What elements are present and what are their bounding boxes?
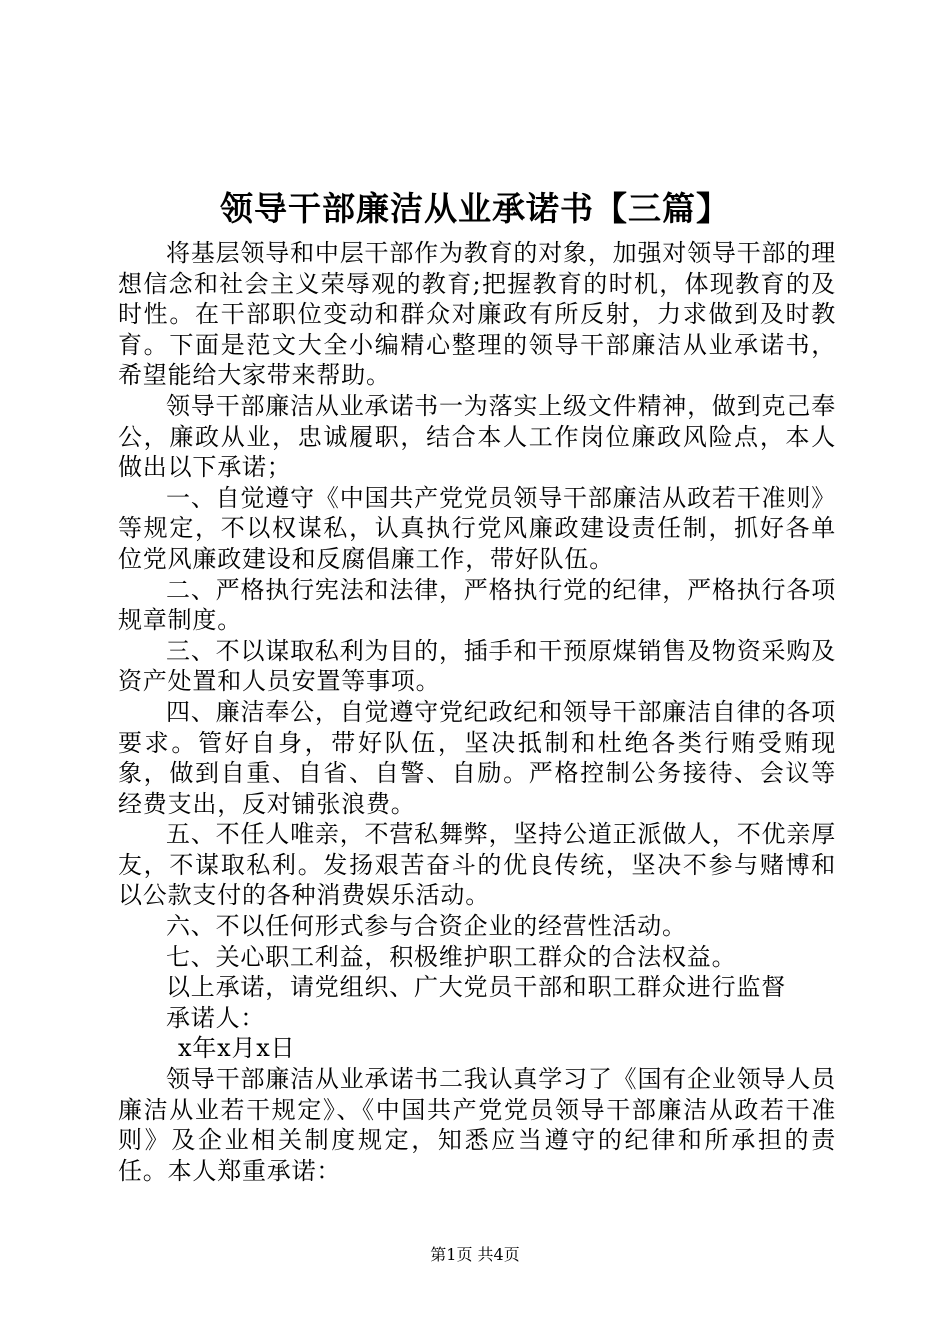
paragraph-pledge-two-intro: 领导干部廉洁从业承诺书二我认真学习了《国有企业领导人员廉洁从业若干规定》、《中国共产党党员领导干部廉洁从政若干准则》及企业相关制度规定，知悉应当遵守的纪律和所承担的责任。本人郑重承诺： (118, 1065, 836, 1185)
paragraph-item-5: 五、不任人唯亲，不营私舞弊，坚持公道正派做人，不优亲厚友，不谋取私利。发扬艰苦奋斗的优良传统，坚决不参与赌博和以公款支付的各种消费娱乐活动。 (118, 820, 836, 910)
paragraph-item-7: 七、关心职工利益，积极维护职工群众的合法权益。 (166, 942, 737, 971)
paragraph-intro: 将基层领导和中层干部作为教育的对象，加强对领导干部的理想信念和社会主义荣辱观的教育;把握教育的时机，体现教育的及时性。在干部职位变动和群众对廉政有所反射，力求做到及时教育。下面是范文大全小编精心整理的领导干部廉洁从业承诺书，希望能给大家带来帮助。 (118, 239, 836, 390)
paragraph-item-4: 四、廉洁奉公，自觉遵守党纪政纪和领导干部廉洁自律的各项要求。管好自身，带好队伍，坚决抵制和杜绝各类行贿受贿现象，做到自重、自省、自警、自励。严格控制公务接待、会议等经费支出，反对铺张浪费。 (118, 697, 836, 818)
document-body (118, 238, 836, 1186)
paragraph-item-1: 一、自觉遵守《中国共产党党员领导干部廉洁从政若干准则》等规定，不以权谋私，认真执行党风廉政建设责任制，抓好各单位党风廉政建设和反腐倡廉工作，带好队伍。 (118, 483, 836, 573)
paragraph-item-2: 二、严格执行宪法和法律，严格执行党的纪律，严格执行各项规章制度。 (118, 575, 836, 635)
document-title: 领导干部廉洁从业承诺书【三篇】 (220, 189, 730, 228)
paragraph-supervision: 以上承诺，请党组织、广大党员干部和职工群众进行监督 (166, 973, 786, 1002)
paragraph-pledge-one-intro: 领导干部廉洁从业承诺书一为落实上级文件精神，做到克己奉公，廉政从业，忠诚履职，结合本人工作岗位廉政风险点，本人做出以下承诺； (118, 391, 836, 482)
paragraph-item-6: 六、不以任何形式参与合资企业的经营性活动。 (166, 912, 687, 941)
paragraph-item-3: 三、不以谋取私利为目的，插手和干预原煤销售及物资采购及资产处置和人员安置等事项。 (118, 636, 836, 696)
paragraph-signatory: 承诺人： (166, 1003, 266, 1032)
paragraph-date: x年x月x日 (178, 1034, 296, 1063)
page-footer: 第1页 共4页 (430, 1245, 520, 1264)
